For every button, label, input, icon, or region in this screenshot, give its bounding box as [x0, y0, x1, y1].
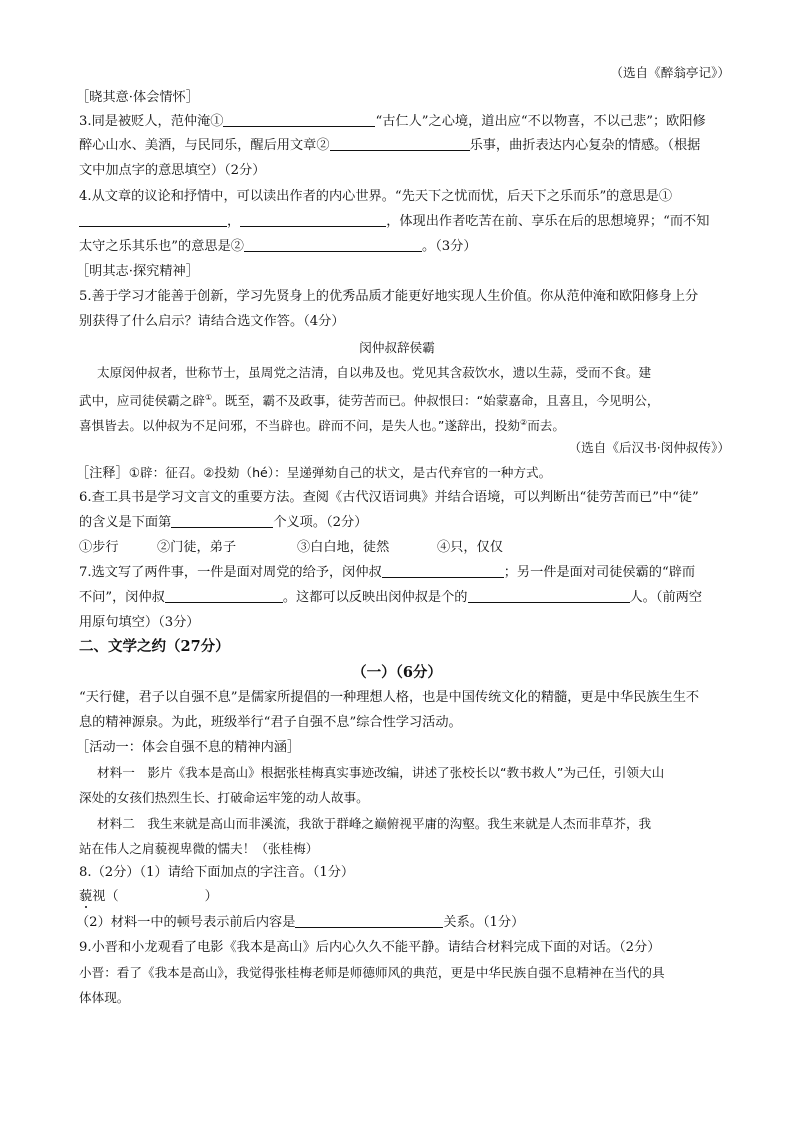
question-7-cont [79, 589, 702, 607]
dialog-text: 小晋：看了《我本是高山》，我觉得张桂梅老师是师德师风的典范，更是中华民族自强不息精神在当代的具 [79, 965, 665, 980]
section-heading-ming: ［明其志·探究精神］ [76, 264, 199, 279]
question-8-2 [76, 914, 524, 932]
q4-blank-1b[interactable] [240, 213, 386, 227]
q3-text: “古仁人”之心境，道出应“不以物喜，不以己悲”；欧阳修 [375, 114, 706, 129]
q3-text: 醉心山水、美酒，与民同乐，醒后用文章② [79, 138, 330, 153]
q6-text: 个义项。（2分） [273, 515, 368, 530]
note-text: ①辟：征召。②投劾（hé）：呈递弹劾自己的状文，是古代弃官的一种方式。 [128, 465, 552, 480]
q8-text: （2）材料一中的顿号表示前后内容是 [76, 915, 296, 930]
q7-text: 。这都可以反映出闵仲叔是个的 [282, 590, 468, 605]
question-8-1-item [79, 888, 218, 906]
question-4-cont [79, 238, 477, 256]
q7-blank-1[interactable] [382, 564, 504, 578]
dialog-line: 体体现。 [79, 990, 130, 1005]
q7-blank-3[interactable] [468, 589, 630, 603]
passage-note [76, 464, 551, 483]
section-2-heading: 二、文学之约（27分） [79, 638, 230, 655]
intro-line: 息的精神源泉。为此，班级举行“君子自强不息”综合性学习活动。 [79, 715, 462, 730]
material-2-cont: 站在伟人之肩藐视卑微的懦夫！（张桂梅） [79, 841, 319, 856]
passage-text: 武中，应司徒侯霸之辟 [79, 393, 205, 409]
q7-text: ；另一件是面对司徒侯霸的“辟而 [503, 565, 696, 580]
material-2: 材料二 我生来就是高山而非溪流，我欲于群峰之巅俯视平庸的沟壑。我生来就是人杰而非草芥，我 [97, 816, 652, 831]
question-6: 6.查工具书是学习文言文的重要方法。查阅《古代汉语词典》并结合语境，可以判断出“徒劳苦而已”中“徒” [79, 490, 699, 505]
question-7 [79, 564, 695, 582]
q4-text: ， [227, 214, 241, 229]
q3-blank-2[interactable] [330, 137, 470, 151]
question-5: 5.善于学习才能善于创新，学习先贤身上的优秀品质才能更好地实现人生价值。你从范仲淹和欧阳修身上分 [79, 289, 699, 304]
passage-line [79, 414, 565, 435]
question-3-cont [79, 137, 700, 155]
question-7-cont: 用原句填空）（3分） [79, 615, 200, 630]
material-1: 材料一 影片《我本是高山》根据张桂梅真实事迹改编，讲述了张校长以“教书救人”为己任，引领大山 [97, 765, 665, 780]
passage-line: 太原闵仲叔者，世称节士，虽周党之洁清，自以弗及也。党见其含菽饮水，遗以生蒜，受而不食。建 [97, 365, 652, 380]
subsection-heading: （一）（6分） [352, 664, 442, 681]
q6-blank[interactable] [171, 514, 273, 528]
footnote-mark: ② [520, 418, 528, 427]
q3-text: 乐事，曲折表达内心复杂的情感。（根据 [469, 138, 701, 153]
material-1-cont: 深处的女孩们热烈生长、打破命运牢笼的动人故事。 [79, 790, 369, 805]
q8-word: 视（ [92, 889, 119, 904]
dialog-line [79, 964, 665, 983]
passage-line [79, 389, 659, 410]
passage-text: 。既至，霸不及政事，徒劳苦而已。仲叔恨曰：“始蒙嘉命，且喜且，今见明公， [212, 393, 660, 409]
q8-text: 关系。（1分） [443, 915, 525, 930]
q4-text: ，体现出作者吃苦在前、享乐在后的思想境界；“而不知 [386, 214, 710, 229]
dotted-character: 藐 [79, 889, 93, 904]
question-5-cont: 别获得了什么启示？请结合选文作答。（4分） [79, 314, 345, 329]
activity-1-heading: ［活动一：体会自强不息的精神内涵］ [76, 740, 301, 755]
question-9: 9.小晋和小龙观看了电影《我本是高山》后内心久久不能平静。请结合材料完成下面的对话。（2分） [79, 940, 661, 955]
passage-text: 而去。 [527, 418, 565, 434]
q6-option[interactable]: ①步行 [79, 540, 119, 555]
passage-source-top: （选自《醉翁亭记》） [610, 65, 730, 80]
section-heading-xiao: ［晓其意·体会情怀］ [76, 90, 199, 105]
question-6-cont [79, 514, 367, 532]
intro-line: “天行健，君子以自强不息”是儒家所提倡的一种理想人格，也是中国传统文化的精髓，更是中华民族生生不 [79, 690, 700, 705]
passage-text: 喜惧皆去。以仲叔为不足问邪，不当辟也。辟而不问，是失人也。”遂辞出，投劾 [79, 418, 521, 434]
q4-text: 太守之乐其乐也”的意思是② [79, 239, 244, 254]
q6-option[interactable]: ②门徒，弟子 [157, 540, 237, 555]
q7-blank-2[interactable] [165, 589, 283, 603]
passage-source: （选自《后汉书·闵仲叔传》） [568, 440, 730, 455]
q8-blank[interactable] [295, 914, 443, 928]
footnote-mark: ① [204, 393, 213, 402]
q4-text: 。（3分） [422, 239, 477, 254]
question-3 [79, 113, 706, 131]
note-label: ［注释］ [76, 466, 129, 481]
question-3-cont: 文中加点字的意思填空）（2分） [79, 163, 266, 178]
q3-blank-1[interactable] [223, 113, 375, 127]
q6-text: 的含义是下面第 [79, 515, 172, 530]
q4-blank-2[interactable] [244, 238, 422, 252]
question-8: 8.（2分）（1）请给下面加点的字注音。（1分） [79, 865, 355, 880]
q6-option[interactable]: ③白白地，徒然 [297, 540, 390, 555]
q8-paren: ） [204, 889, 218, 904]
q3-text: 3.同是被贬人，范仲淹① [79, 114, 224, 129]
q7-text: 人。（前两空 [629, 590, 703, 605]
q6-option[interactable]: ④只，仅仅 [437, 540, 503, 555]
q7-text: 7.选文写了两件事，一件是面对周党的给予，闵仲叔 [79, 565, 382, 580]
question-4: 4.从文章的议论和抒情中，可以读出作者的内心世界。“先天下之忧而忧，后天下之乐而乐”的意思是① [79, 189, 673, 204]
q4-blank-1a[interactable] [79, 213, 227, 227]
passage-title: 闵仲叔辞侯霸 [359, 340, 435, 355]
q7-text: 不问”，闵仲叔 [79, 590, 165, 605]
question-4-cont [79, 213, 709, 231]
